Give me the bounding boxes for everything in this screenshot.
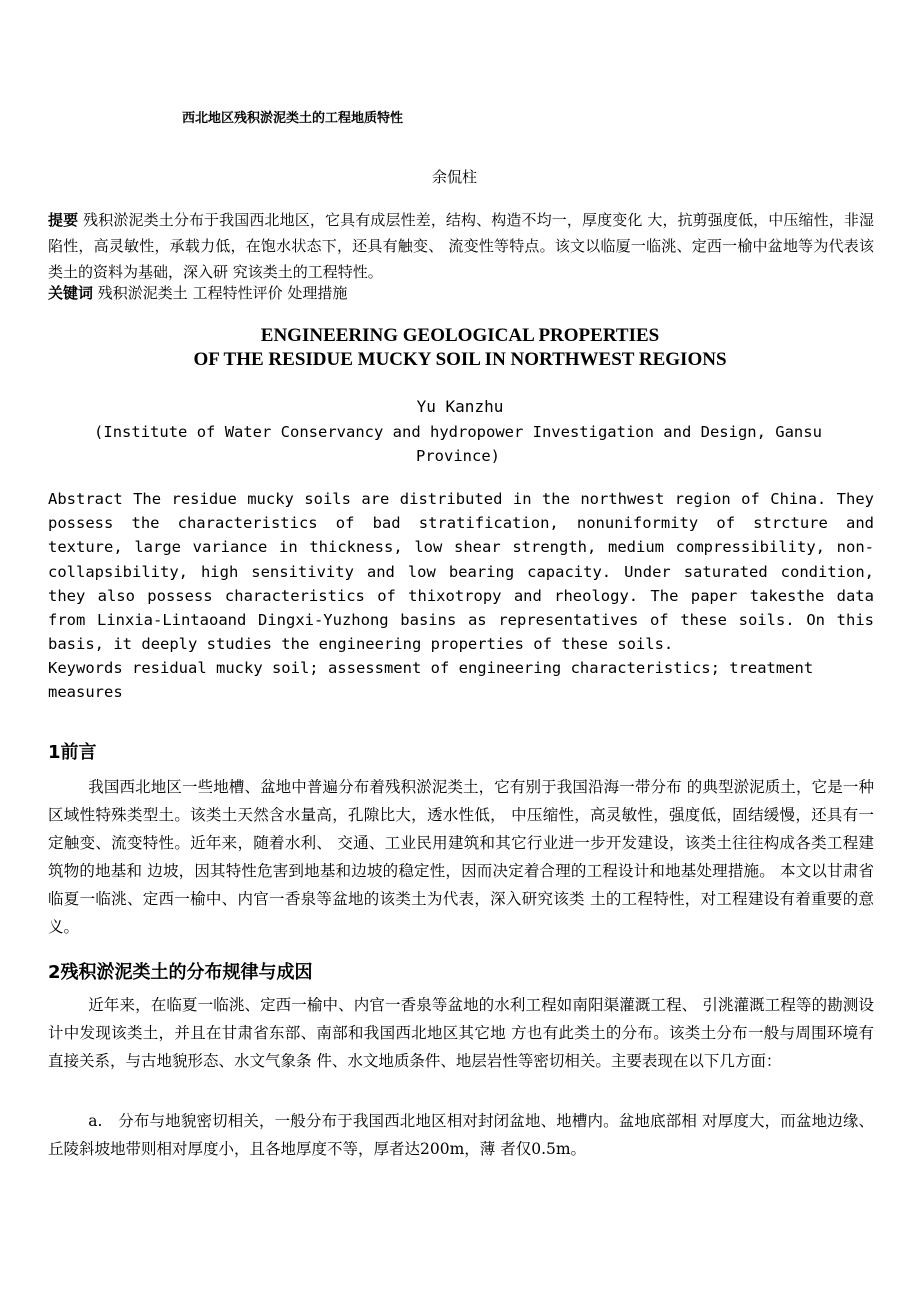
english-author: Yu Kanzhu — [416, 397, 504, 416]
english-title-line-1: ENGINEERING GEOLOGICAL PROPERTIES — [260, 325, 660, 346]
english-abstract-label: Abstract — [48, 490, 123, 508]
chinese-abstract — [48, 207, 874, 285]
chinese-title: 西北地区残积淤泥类土的工程地质特性 — [182, 111, 404, 126]
chinese-abstract-text: 残积淤泥类土分布于我国西北地区，它具有成层性差，结构、构造不均一，厚度变化 大，抗剪强度低，中压缩性，非湿陷性，高灵敏性，承载力低，在饱水状态下，还具有触变、 流变性等特点。该文以临厦一临洮、定西一榆中盆地等为代表该类土的资料为基础，深入研 究该类土的工程特性。 — [48, 211, 874, 281]
section-1-paragraph: 我国西北地区一些地槽、盆地中普遍分布着残积淤泥类土，它有别于我国沿海一带分布 的典型淤泥质土，它是一种区域性特殊类型土。该类土天然含水量高，孔隙比大，透水性低， 中压缩性，高灵敏性，强度低，固结缓慢，还具有一定触变、流变特性。近年来，随着水利、 交通、工业民用建筑和其它行业进一步开发建设，该类土往往构成各类工程建筑物的地基和 边坡，因其特性危害到地基和边坡的稳定性，因而决定着合理的工程设计和地基处理措施。 本文以甘肃省临夏一临洮、定西一榆中、内官一香泉等盆地的该类土为代表，深入研究该类 土的工程特性，对工程建设有着重要的意义。 — [48, 778, 874, 936]
english-abstract-text: The residue mucky soils are distributed in the northwest region of China. They possess the characteristics of bad stratification, nonuniformity of strcture and texture, large variance in thickness, low shear strength, medium compressibility, non-collapsibility, high sensitivity and low bearing capacity. Under saturated condition, they also possess characteristics of thixotropy and rheology. The paper takesthe data from Linxia-Lintaoand Dingxi-Yuzhong basins as representatives of these soils. On this basis, it deeply studies the engineering properties of these soils. — [48, 490, 874, 654]
english-institute: (Institute of Water Conservancy and hydropower Investigation and Design, Gansu Province) — [94, 423, 822, 465]
section-2-paragraph: 近年来，在临夏一临洮、定西一榆中、内官一香泉等盆地的水利工程如南阳渠灌溉工程、 引洮灌溉工程等的勘测设计中发现该类土，并且在甘肃省东部、南部和我国西北地区其它地 方也有此类土的分布。该类土分布一般与周围环境有直接关系，与古地貌形态、水文气象条 件、水文地质条件、地层岩性等密切相关。主要表现在以下几方面： — [48, 996, 874, 1070]
section-1-heading: 1前言 — [48, 742, 97, 763]
english-keywords-text: residual mucky soil; assessment of engineering characteristics; treatment measures — [48, 659, 814, 701]
chinese-keywords-text: 残积淤泥类土 工程特性评价 处理措施 — [97, 284, 348, 302]
section-2-heading: 2残积淤泥类土的分布规律与成因 — [48, 962, 313, 983]
section-2-item-a: a. 分布与地貌密切相关，一般分布于我国西北地区相对封闭盆地、地槽内。盆地底部相 对厚度大，而盆地边缘、丘陵斜坡地带则相对厚度小，且各地厚度不等，厚者达200m，薄 者仅0.5m。 — [48, 1112, 874, 1158]
english-abstract — [48, 487, 874, 656]
chinese-abstract-label: 提要 — [48, 211, 79, 229]
chinese-keywords-label: 关键词 — [48, 284, 94, 302]
english-keywords-label: Keywords — [48, 659, 123, 677]
chinese-author: 余侃柱 — [432, 168, 478, 186]
english-title-line-2: OF THE RESIDUE MUCKY SOIL IN NORTHWEST REGIONS — [193, 349, 727, 370]
english-keywords — [48, 656, 828, 704]
chinese-keywords — [48, 282, 347, 303]
